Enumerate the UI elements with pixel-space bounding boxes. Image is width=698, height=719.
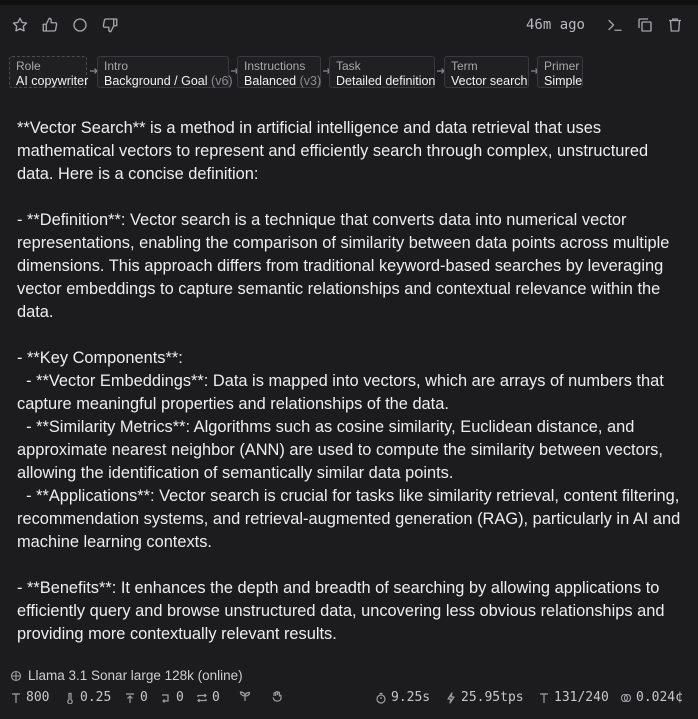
chip-value-text: AI copywriter — [16, 74, 89, 88]
stat-frequency — [160, 690, 184, 705]
stat-top-p-value: 0 — [140, 690, 148, 705]
stats-row — [10, 690, 690, 710]
stat-max-tokens — [10, 690, 49, 705]
response-paragraph: **Vector Search** is a method in artificial intelligence and data retrieval that uses mathematical vectors to represent and efficiently search through complex, unstructured data. Here is a concise definition: — [17, 119, 653, 183]
stat-duration-value: 9.25s — [391, 690, 431, 705]
chip-key: Term — [451, 59, 478, 73]
coins-icon — [620, 692, 632, 704]
stat-top-p — [124, 690, 148, 705]
timer-icon — [375, 692, 387, 704]
text-t-icon — [538, 692, 550, 704]
window-top-strip — [0, 0, 698, 5]
chip-version: (v6) — [211, 74, 233, 88]
thumbs-up-icon[interactable] — [41, 16, 59, 34]
repeat-icon — [196, 692, 208, 704]
stat-speed-value: 25.95tps — [461, 690, 524, 705]
stat-temperature-value: 0.25 — [80, 690, 112, 705]
chip-value — [544, 74, 583, 89]
model-label[interactable] — [10, 668, 243, 683]
seedling-icon[interactable] — [239, 690, 251, 702]
stat-frequency-value: 0 — [176, 690, 184, 705]
response-paragraph: - **Applications**: Vector search is crucial for tasks like similarity retrieval, content filtering, recommendation systems, and retrieval-augmented generation (RAG), particularly in AI and machine learning contexts. — [17, 487, 685, 551]
chip-value — [244, 74, 322, 89]
model-icon — [10, 670, 22, 682]
response-paragraph: - **Similarity Metrics**: Algorithms such as cosine similarity, Euclidean distance, and approximate nearest neighbor (ANN) are used to compute the similarity between vectors, allowing the identification of semantically similar data points. — [17, 418, 668, 482]
chip-value-text: Simple — [544, 74, 583, 88]
terminal-icon[interactable] — [606, 16, 624, 34]
elapsed-time: 46m ago — [525, 17, 585, 33]
star-icon[interactable] — [11, 16, 29, 34]
text-t-icon — [10, 692, 22, 704]
stat-presence-value: 0 — [212, 690, 220, 705]
chip-value — [451, 74, 528, 89]
lightning-icon — [445, 692, 457, 704]
response-paragraph: - **Definition**: Vector search is a technique that converts data into numerical vector representations, enabling the comparison of similarity between data points across multiple dimensions. This approach differs from traditional keyword-based searches by leveraging vector embeddings to capture semantic relationships and contextual relevance within the data. — [17, 211, 674, 321]
stat-cost — [620, 690, 683, 705]
chain-chip-task[interactable] — [329, 56, 435, 88]
chip-key: Role — [16, 59, 41, 73]
circle-icon[interactable] — [71, 16, 89, 34]
chip-key: Task — [336, 59, 361, 73]
chain-chip-role[interactable] — [9, 56, 87, 88]
arrow-up-icon — [124, 692, 136, 704]
chip-value-text: Vector search — [451, 74, 528, 88]
chain-chip-term[interactable] — [444, 56, 529, 88]
thermometer-icon — [64, 692, 76, 704]
stat-speed — [445, 690, 524, 705]
stat-tokens — [538, 690, 609, 705]
footer-bar — [0, 664, 698, 719]
model-name: Llama 3.1 Sonar large 128k (online) — [28, 668, 243, 683]
stat-max-tokens-value: 800 — [26, 690, 50, 705]
response-body — [17, 117, 685, 646]
trash-icon[interactable] — [666, 16, 684, 34]
chain-chip-primer[interactable] — [537, 56, 583, 88]
stat-cost-value: 0.024¢ — [636, 690, 683, 705]
chip-key: Instructions — [244, 59, 306, 73]
chip-value — [104, 74, 233, 89]
chain-chip-instructions[interactable] — [237, 56, 321, 88]
chip-value — [16, 74, 89, 89]
chip-value-text: Detailed definition — [336, 74, 436, 88]
chip-key: Primer — [544, 59, 580, 73]
thumbs-down-icon[interactable] — [101, 16, 119, 34]
response-paragraph: - **Vector Embeddings**: Data is mapped into vectors, which are arrays of numbers that capture meaningful properties and relationships of the data. — [17, 372, 669, 413]
chip-value-text: Balanced — [244, 74, 297, 88]
stat-duration — [375, 690, 430, 705]
chip-key: Intro — [104, 59, 129, 73]
copy-icon[interactable] — [636, 16, 654, 34]
response-paragraph: - **Key Components**: — [17, 349, 183, 367]
stat-tokens-value: 131/240 — [554, 690, 609, 705]
response-paragraph: - **Benefits**: It enhances the depth and breadth of searching by allowing applications to efficiently query and browse unstructured data, uncovering less obvious relationships and providing more contextually relevant results. — [17, 579, 670, 643]
message-toolbar — [0, 8, 698, 42]
stat-temperature — [64, 690, 111, 705]
stat-presence — [196, 690, 220, 705]
return-arrow-icon — [160, 692, 172, 704]
chain-chip-intro[interactable] — [97, 56, 233, 88]
hand-icon[interactable] — [271, 690, 283, 702]
chip-value-text: Background / Goal — [104, 74, 208, 88]
chip-version: (v3) — [299, 74, 322, 88]
chip-value — [336, 74, 436, 89]
